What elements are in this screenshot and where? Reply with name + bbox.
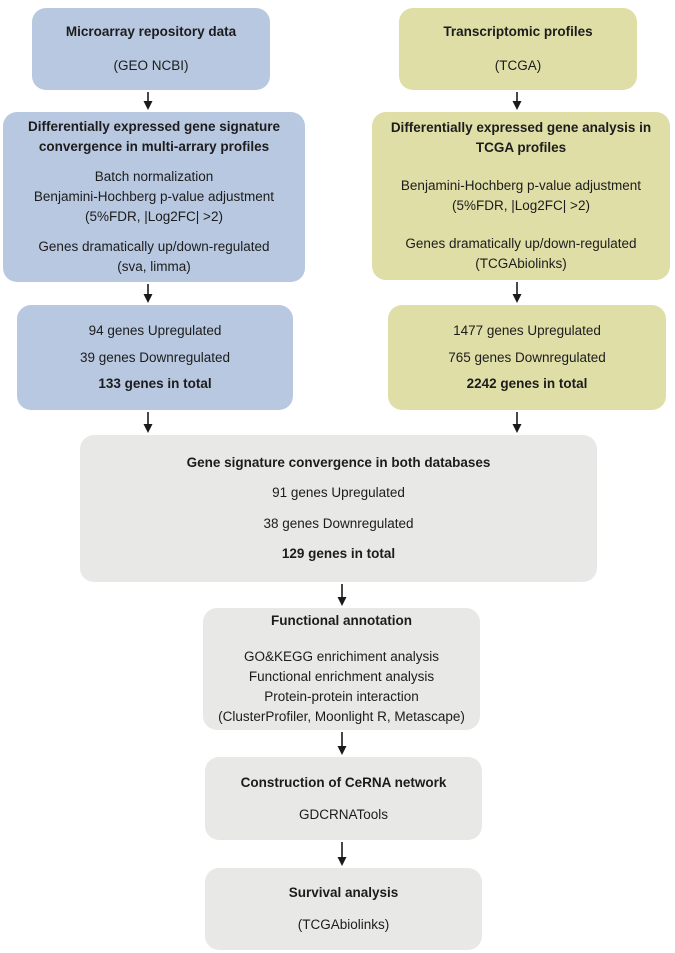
arrow-microarray-deg-to-counts bbox=[144, 284, 153, 303]
arrow-microarray-source-to-deg bbox=[144, 92, 153, 110]
box-subtitle: GDCRNATools bbox=[298, 806, 388, 822]
box-title: Transcriptomic profiles bbox=[443, 24, 593, 39]
method-paragraph bbox=[218, 647, 465, 727]
box-title: Differentially expressed gene analysis in TCGA profiles bbox=[390, 120, 652, 155]
total-count: 129 genes in total bbox=[281, 545, 396, 561]
arrow-tcga-counts-to-convergence bbox=[513, 412, 522, 433]
box-subtitle: (TCGAbiolinks) bbox=[297, 917, 390, 932]
method-line: Genes dramatically up/down-regulated bbox=[38, 239, 270, 254]
box-tcga-gene-counts bbox=[388, 305, 666, 410]
method-paragraph bbox=[401, 176, 641, 216]
box-title: Gene signature convergence in both databases bbox=[186, 455, 491, 471]
method-line: Batch normalization bbox=[94, 169, 214, 184]
box-microarray-gene-counts bbox=[17, 305, 293, 410]
box-title: Construction of CeRNA network bbox=[240, 774, 447, 790]
method-line: Benjamini-Hochberg p-value adjustment bbox=[33, 189, 275, 204]
box-tcga-source bbox=[399, 8, 637, 90]
arrow-cerna-to-survival bbox=[338, 842, 347, 866]
total-count: 2242 genes in total bbox=[466, 375, 588, 391]
method-line: Functional enrichment analysis bbox=[248, 669, 435, 684]
method-line: (ClusterProfiler, Moonlight R, Metascape) bbox=[218, 709, 465, 724]
box-gene-signature-convergence bbox=[80, 435, 597, 582]
box-microarray-source bbox=[32, 8, 270, 90]
downregulated-count: 38 genes Downregulated bbox=[263, 515, 414, 531]
arrow-convergence-to-functional bbox=[338, 584, 347, 606]
method-paragraph bbox=[38, 237, 269, 277]
arrow-tcga-deg-to-counts bbox=[513, 282, 522, 303]
arrow-microarray-counts-to-convergence bbox=[144, 412, 153, 433]
box-title: Differentially expressed gene signature convergence in multi-arrary profiles bbox=[27, 119, 281, 154]
box-subtitle: (GEO NCBI) bbox=[113, 58, 189, 73]
method-line: GO&KEGG enrichiment analysis bbox=[243, 649, 440, 664]
total-count: 133 genes in total bbox=[98, 375, 212, 391]
box-title: Survival analysis bbox=[288, 885, 399, 900]
method-paragraph bbox=[34, 167, 274, 227]
box-cerna-network bbox=[205, 757, 482, 840]
box-tcga-deg-analysis bbox=[372, 112, 670, 280]
method-line: Genes dramatically up/down-regulated bbox=[405, 236, 637, 251]
arrow-functional-to-cerna bbox=[338, 732, 347, 755]
box-microarray-deg-analysis bbox=[3, 112, 305, 282]
arrow-tcga-source-to-deg bbox=[513, 92, 522, 110]
method-line: (TCGAbiolinks) bbox=[475, 256, 567, 271]
box-survival-analysis bbox=[205, 868, 482, 950]
box-title: Microarray repository data bbox=[65, 24, 237, 39]
box-title: Functional annotation bbox=[271, 613, 412, 628]
downregulated-count: 765 genes Downregulated bbox=[448, 349, 606, 365]
method-paragraph bbox=[405, 234, 636, 274]
upregulated-count: 1477 genes Upregulated bbox=[453, 323, 601, 339]
method-line: Benjamini-Hochberg p-value adjustment bbox=[400, 178, 642, 193]
upregulated-count: 94 genes Upregulated bbox=[88, 323, 222, 339]
downregulated-count: 39 genes Downregulated bbox=[79, 349, 231, 365]
box-subtitle: (TCGA) bbox=[494, 58, 542, 73]
method-line: (5%FDR, |Log2FC| >2) bbox=[452, 198, 590, 213]
method-line: Protein-protein interaction bbox=[264, 689, 419, 704]
method-line: (sva, limma) bbox=[117, 259, 191, 274]
method-line: (5%FDR, |Log2FC| >2) bbox=[85, 209, 223, 224]
box-functional-annotation bbox=[203, 608, 480, 730]
upregulated-count: 91 genes Upregulated bbox=[272, 485, 405, 501]
